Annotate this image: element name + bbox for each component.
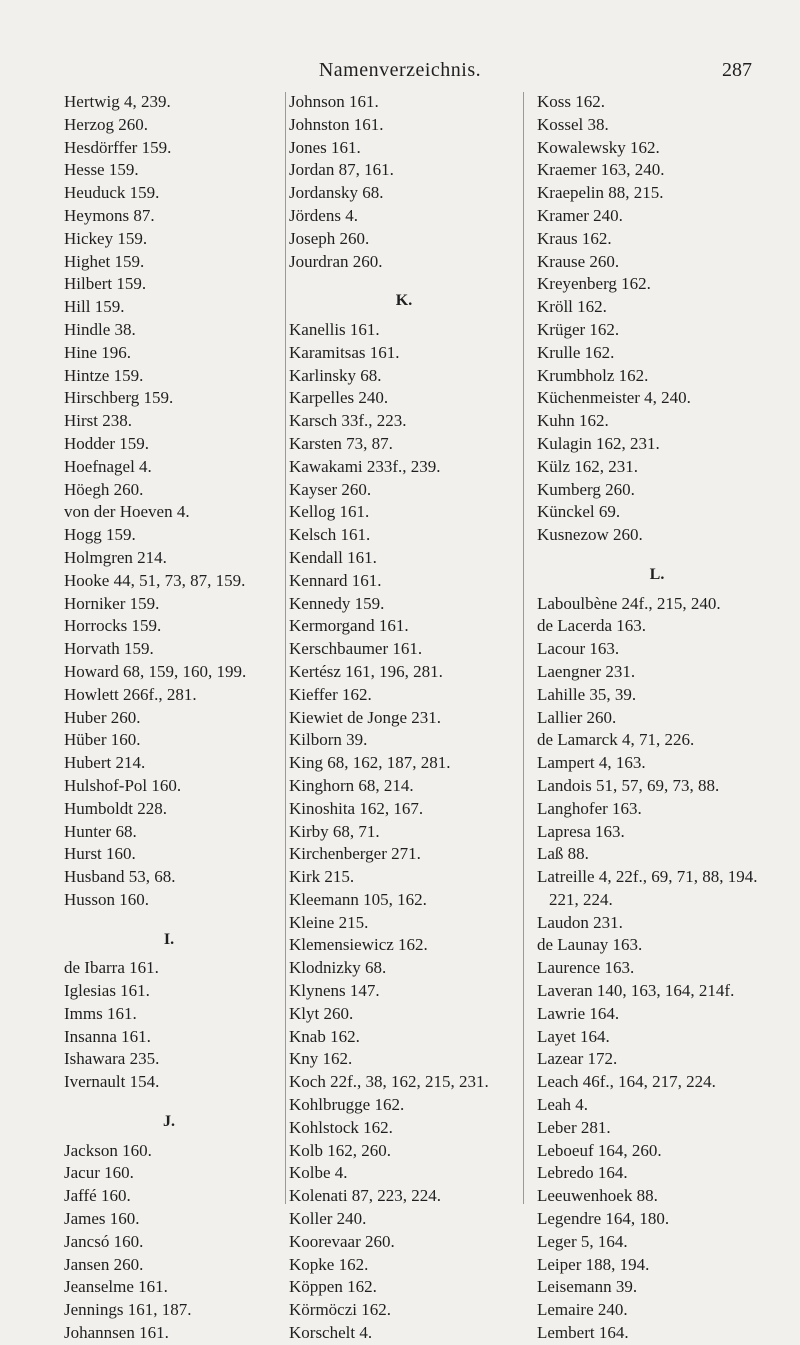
index-entry: Lemaire 240. [537,1300,628,1320]
index-entry: Lahille 35, 39. [537,684,637,704]
index-entry: de Ibarra 161. [64,958,159,978]
index-entry: Klemensiewicz 162. [289,935,428,955]
index-entry: Horrocks 159. [64,616,162,636]
index-entry: Holmgren 214. [64,547,167,567]
index-entry: Hesdörffer 159. [64,137,172,157]
index-entry: Klodnizky 68. [289,958,387,978]
index-entry: Howlett 266f., 281. [64,684,197,704]
index-entry: Husband 53, 68. [64,867,176,887]
index-entry: Kleemann 105, 162. [289,889,427,909]
page-number: 287 [722,59,752,81]
index-entry: Jaffé 160. [64,1186,131,1206]
index-entry: Kossel 38. [537,114,609,134]
index-entry: Kolbe 4. [289,1163,348,1183]
index-entry: Küchenmeister 4, 240. [537,388,691,408]
index-entry: Lallier 260. [537,707,617,727]
index-entry: Hilbert 159. [64,274,147,294]
index-entry: Latreille 4, 22f., 69, 71, 88, 194. [537,867,758,887]
index-entry: de Lamarck 4, 71, 226. [537,730,695,750]
index-entry: Hertwig 4, 239. [64,92,171,111]
index-entry: Jordansky 68. [289,183,384,203]
index-entry: Kleine 215. [289,912,369,932]
index-entry: Lembert 164. [537,1323,629,1343]
index-entry: Jones 161. [289,137,361,157]
index-entry: Kolenati 87, 223, 224. [289,1186,442,1206]
index-entry: Landois 51, 57, 69, 73, 88. [537,775,720,795]
index-entry: Knab 162. [289,1026,360,1046]
index-entry: Leisemann 39. [537,1277,638,1297]
section-letter-heading: I. [163,930,175,948]
index-entry: Kendall 161. [289,547,377,567]
index-entry: Kolb 162, 260. [289,1140,391,1160]
column-divider [285,92,286,1204]
index-entry: Hunter 68. [64,821,137,841]
index-entry: Hogg 159. [64,525,136,545]
index-entry: Jancsó 160. [64,1231,144,1251]
index-entry: Hine 196. [64,342,132,362]
index-entry: Hill 159. [64,297,125,317]
index-entry: Koch 22f., 38, 162, 215, 231. [289,1072,489,1092]
index-entry: Legendre 164, 180. [537,1209,670,1229]
index-entry: Iglesias 161. [64,981,150,1001]
index-entry: Klyt 260. [289,1003,354,1023]
index-entry: Heuduck 159. [64,183,160,203]
index-column-2 [289,91,519,1345]
section-letter-heading: L. [649,565,665,583]
column-divider [523,92,524,1204]
index-entry: Hulshof-Pol 160. [64,775,182,795]
index-entry: Husson 160. [64,889,150,909]
index-entry: Leber 281. [537,1117,611,1137]
index-entry: Höegh 260. [64,479,144,499]
index-entry: Hoefnagel 4. [64,456,152,476]
index-entry: Huber 260. [64,707,141,727]
index-entry: Langhofer 163. [537,798,642,818]
index-entry: de Lacerda 163. [537,616,647,636]
index-entry: Kinghorn 68, 214. [289,775,414,795]
index-entry: Jacur 160. [64,1163,134,1183]
index-entry: Kraus 162. [537,228,612,248]
index-entry: Laurence 163. [537,958,635,978]
index-entry: Jeanselme 161. [64,1277,168,1297]
index-entry: James 160. [64,1209,140,1229]
index-entry: Laveran 140, 163, 164, 214f. [537,981,735,1001]
index-entry: Krumbholz 162. [537,365,649,385]
index-entry: Leboeuf 164, 260. [537,1140,662,1160]
index-entry: Kumberg 260. [537,479,635,499]
index-entry: Kertész 161, 196, 281. [289,661,443,681]
index-entry: Kellog 161. [289,502,370,522]
index-entry: Hindle 38. [64,319,136,339]
index-entry: Hurst 160. [64,844,136,864]
index-entry: Hubert 214. [64,753,146,773]
index-entry: Leah 4. [537,1095,588,1115]
index-entry: Kennedy 159. [289,593,385,613]
section-letter-heading: J. [163,1113,175,1131]
index-entry: Kayser 260. [289,479,372,499]
index-entry: Kramer 240. [537,205,623,225]
index-entry: Kraepelin 88, 215. [537,183,664,203]
index-entry: Leeuwenhoek 88. [537,1186,658,1206]
index-entry: Krüger 162. [537,319,620,339]
index-entry: Hodder 159. [64,433,149,453]
index-entry: Hickey 159. [64,228,148,248]
index-entry: Kowalewsky 162. [537,137,660,157]
index-entry: Hintze 159. [64,365,144,385]
index-entry: Heymons 87. [64,205,155,225]
index-entry: Hesse 159. [64,160,139,180]
index-entry: Klynens 147. [289,981,380,1001]
index-entry: Kerschbaumer 161. [289,639,423,659]
index-entry: Highet 159. [64,251,145,271]
index-entry: Kusnezow 260. [537,525,643,545]
index-entry: Karsten 73, 87. [289,433,393,453]
running-header-title: Namenverzeichnis. [318,59,482,81]
index-entry: Kelsch 161. [289,525,371,545]
index-column-1 [64,91,274,1345]
index-entry: Kulagin 162, 231. [537,433,660,453]
index-entry: Kraemer 163, 240. [537,160,665,180]
index-entry: Kirby 68, 71. [289,821,380,841]
index-entry: Koorevaar 260. [289,1231,395,1251]
index-entry: Kohlbrugge 162. [289,1095,405,1115]
index-entry: Lawrie 164. [537,1003,620,1023]
index-entry: Kiewiet de Jonge 231. [289,707,442,727]
index-entry: Külz 162, 231. [537,456,639,476]
index-entry: Künckel 69. [537,502,621,522]
index-entry: Insanna 161. [64,1026,151,1046]
index-entry: Laß 88. [537,844,589,864]
index-entry: Hüber 160. [64,730,141,750]
index-entry: Kuhn 162. [537,411,609,431]
index-entry: Howard 68, 159, 160, 199. [64,661,247,681]
index-entry: Körmöczi 162. [289,1300,391,1320]
index-entry: Layet 164. [537,1026,610,1046]
index-entry: Joseph 260. [289,228,370,248]
index-entry: Hirschberg 159. [64,388,174,408]
index-entry: Krulle 162. [537,342,615,362]
index-entry: Johnston 161. [289,114,384,134]
index-entry: Karsch 33f., 223. [289,411,407,431]
index-entry: Jördens 4. [289,205,358,225]
index-entry: Korschelt 4. [289,1323,373,1343]
index-entry: de Launay 163. [537,935,643,955]
index-entry: Laengner 231. [537,661,636,681]
index-entry: Kermorgand 161. [289,616,409,636]
index-entry: Karamitsas 161. [289,342,400,362]
index-entry: Kohlstock 162. [289,1117,393,1137]
index-column-3 [537,91,777,1345]
index-entry: Humboldt 228. [64,798,167,818]
index-entry: Horniker 159. [64,593,160,613]
index-entry: Kennard 161. [289,570,382,590]
index-entry: Kirk 215. [289,867,355,887]
index-entry: Jourdran 260. [289,251,383,271]
index-entry: Kopke 162. [289,1254,369,1274]
index-entry: Lampert 4, 163. [537,753,646,773]
index-entry-continuation: 221, 224. [549,889,613,909]
index-entry: Jordan 87, 161. [289,160,394,180]
index-entry: Lebredo 164. [537,1163,628,1183]
index-entry: Koss 162. [537,92,606,111]
index-entry: King 68, 162, 187, 281. [289,753,451,773]
index-entry: Leiper 188, 194. [537,1254,650,1274]
index-entry: Laboulbène 24f., 215, 240. [537,593,721,613]
index-entry: Jennings 161, 187. [64,1300,192,1320]
index-entry: Karlinsky 68. [289,365,382,385]
index-entry: Kny 162. [289,1049,353,1069]
index-entry: Jansen 260. [64,1254,144,1274]
index-entry: Kirchenberger 271. [289,844,421,864]
index-entry: Lacour 163. [537,639,620,659]
index-entry: Johannsen 161. [64,1323,169,1343]
index-entry: Kawakami 233f., 239. [289,456,441,476]
index-entry: Ishawara 235. [64,1049,160,1069]
index-entry: Lapresa 163. [537,821,625,841]
index-entry: Jackson 160. [64,1140,152,1160]
index-entry: Karpelles 240. [289,388,389,408]
index-entry: Kinoshita 162, 167. [289,798,424,818]
index-entry: Kreyenberg 162. [537,274,651,294]
index-entry: Lazear 172. [537,1049,618,1069]
index-entry: Laudon 231. [537,912,623,932]
index-entry: Leger 5, 164. [537,1231,628,1251]
index-entry: Johnson 161. [289,92,379,111]
index-entry: Kieffer 162. [289,684,372,704]
index-entry: Köppen 162. [289,1277,377,1297]
index-entry: Herzog 260. [64,114,149,134]
index-entry: Kanellis 161. [289,319,380,339]
index-entry: Koller 240. [289,1209,367,1229]
index-entry: Hirst 238. [64,411,132,431]
index-entry: Kilborn 39. [289,730,368,750]
index-entry: Horvath 159. [64,639,154,659]
index-entry: Kröll 162. [537,297,607,317]
index-entry: Leach 46f., 164, 217, 224. [537,1072,716,1092]
section-letter-heading: K. [395,292,413,310]
index-entry: Hooke 44, 51, 73, 87, 159. [64,570,246,590]
index-entry: Krause 260. [537,251,620,271]
index-entry: Ivernault 154. [64,1072,160,1092]
index-entry: Imms 161. [64,1003,137,1023]
index-entry: von der Hoeven 4. [64,502,190,522]
